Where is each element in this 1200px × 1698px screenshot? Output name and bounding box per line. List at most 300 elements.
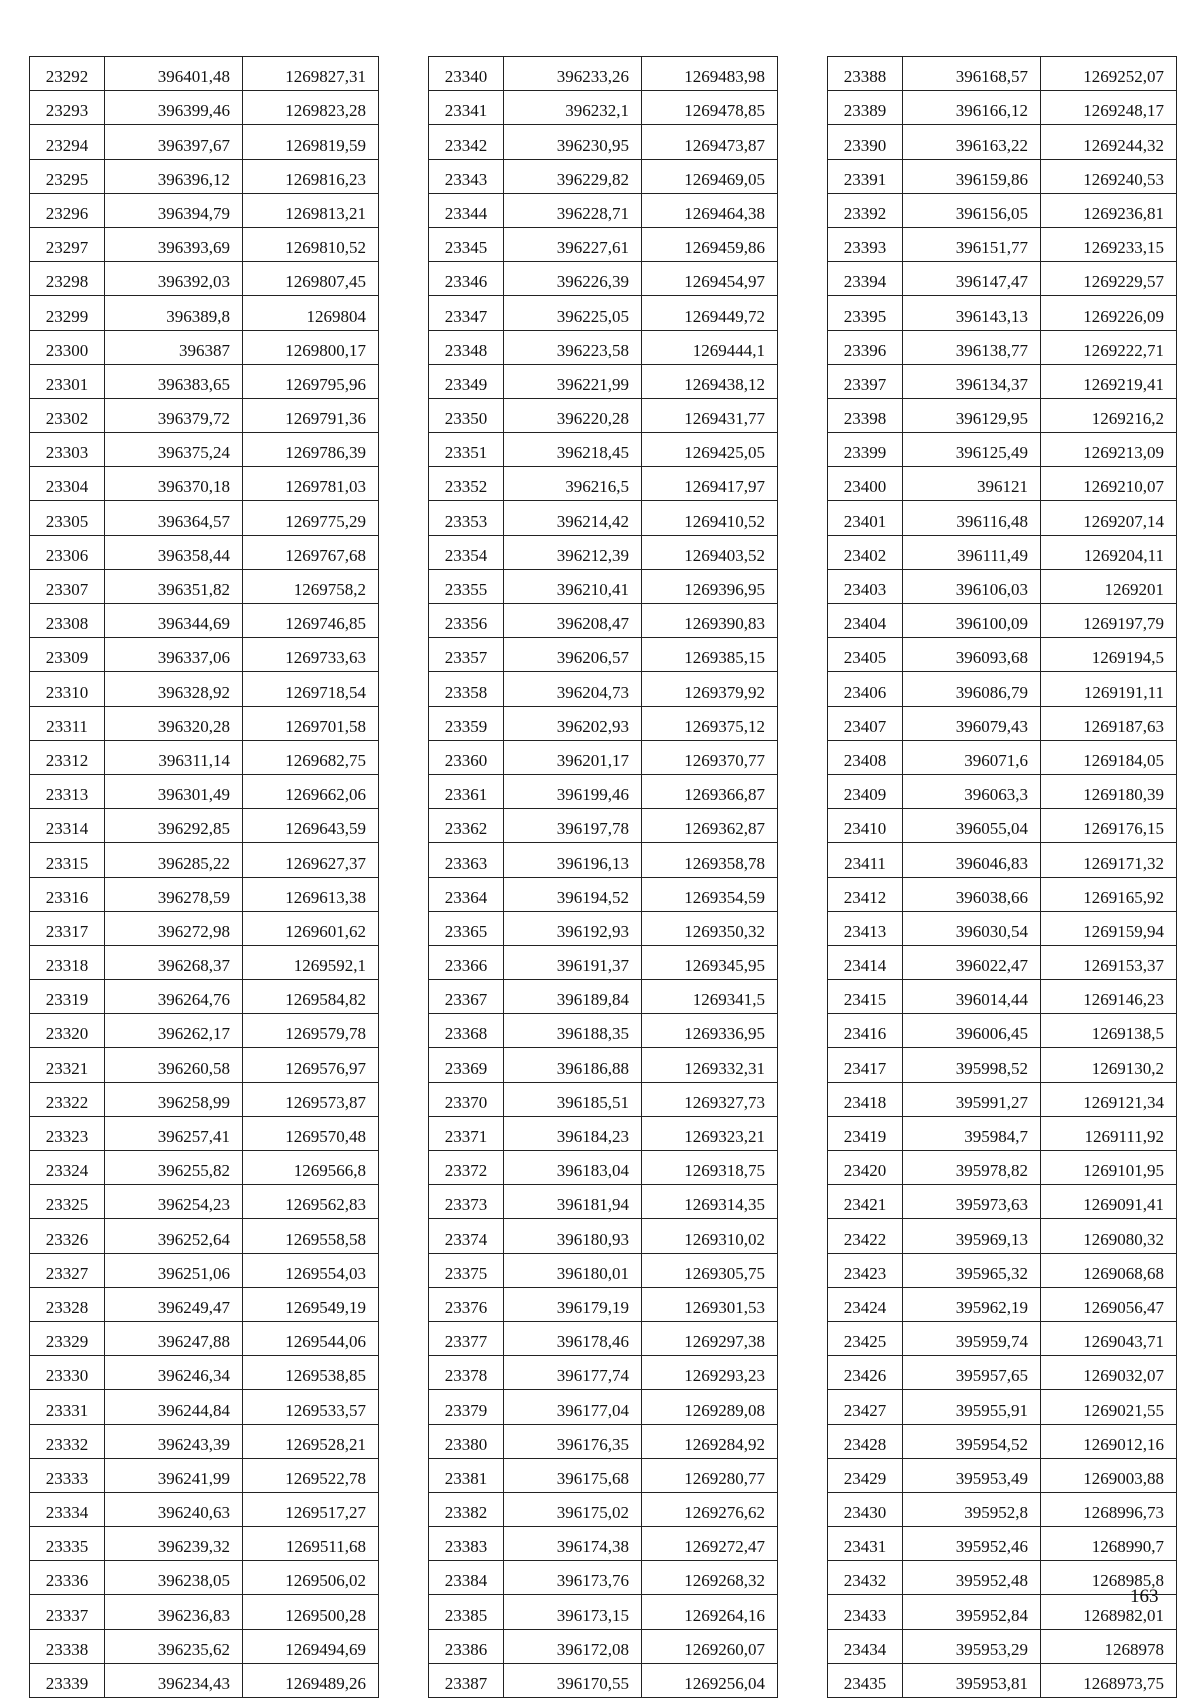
- x-coordinate-cell: 396285,22: [105, 843, 243, 877]
- y-coordinate-cell: 1269191,11: [1041, 672, 1177, 706]
- table-row: [828, 433, 1177, 467]
- point-id-cell: 23397: [828, 364, 903, 398]
- table-row: [30, 672, 379, 706]
- y-coordinate-cell: 1269718,54: [243, 672, 379, 706]
- point-id-cell: 23368: [429, 1014, 504, 1048]
- point-id-cell: 23346: [429, 262, 504, 296]
- point-id-cell: 23340: [429, 57, 504, 91]
- x-coordinate-cell: 396251,06: [105, 1253, 243, 1287]
- x-coordinate-cell: 395998,52: [903, 1048, 1041, 1082]
- y-coordinate-cell: 1269827,31: [243, 57, 379, 91]
- y-coordinate-cell: 1269544,06: [243, 1321, 379, 1355]
- point-id-cell: 23359: [429, 706, 504, 740]
- point-id-cell: 23431: [828, 1527, 903, 1561]
- y-coordinate-cell: 1269289,08: [642, 1390, 778, 1424]
- point-id-cell: 23386: [429, 1629, 504, 1663]
- x-coordinate-cell: 396188,35: [504, 1014, 642, 1048]
- x-coordinate-cell: 396328,92: [105, 672, 243, 706]
- point-id-cell: 23410: [828, 809, 903, 843]
- y-coordinate-cell: 1269813,21: [243, 193, 379, 227]
- x-coordinate-cell: 396185,51: [504, 1082, 642, 1116]
- table-row: [30, 1595, 379, 1629]
- point-id-cell: 23432: [828, 1561, 903, 1595]
- table-row: [30, 535, 379, 569]
- x-coordinate-cell: 395953,29: [903, 1629, 1041, 1663]
- y-coordinate-cell: 1269522,78: [243, 1458, 379, 1492]
- point-id-cell: 23327: [30, 1253, 105, 1287]
- x-coordinate-cell: 396260,58: [105, 1048, 243, 1082]
- table-row: [30, 330, 379, 364]
- point-id-cell: 23292: [30, 57, 105, 91]
- x-coordinate-cell: 396223,58: [504, 330, 642, 364]
- y-coordinate-cell: 1269390,83: [642, 604, 778, 638]
- y-coordinate-cell: 1269197,79: [1041, 604, 1177, 638]
- y-coordinate-cell: 1269229,57: [1041, 262, 1177, 296]
- table-row: [429, 1082, 778, 1116]
- table-row: [30, 57, 379, 91]
- y-coordinate-cell: 1269244,32: [1041, 125, 1177, 159]
- y-coordinate-cell: 1269538,85: [243, 1356, 379, 1390]
- table-row: [30, 262, 379, 296]
- table-row: [828, 296, 1177, 330]
- y-coordinate-cell: 1269327,73: [642, 1082, 778, 1116]
- x-coordinate-cell: 396389,8: [105, 296, 243, 330]
- y-coordinate-cell: 1269494,69: [243, 1629, 379, 1663]
- table-row: [30, 125, 379, 159]
- page-number: 163: [1130, 1586, 1159, 1607]
- x-coordinate-cell: 396228,71: [504, 193, 642, 227]
- x-coordinate-cell: 396249,47: [105, 1287, 243, 1321]
- point-id-cell: 23371: [429, 1116, 504, 1150]
- table-row: [429, 740, 778, 774]
- table-row: [429, 1663, 778, 1697]
- x-coordinate-cell: 396046,83: [903, 843, 1041, 877]
- x-coordinate-cell: 396063,3: [903, 774, 1041, 808]
- point-id-cell: 23415: [828, 980, 903, 1014]
- x-coordinate-cell: 396201,17: [504, 740, 642, 774]
- point-id-cell: 23354: [429, 535, 504, 569]
- y-coordinate-cell: 1269272,47: [642, 1527, 778, 1561]
- x-coordinate-cell: 396394,79: [105, 193, 243, 227]
- x-coordinate-cell: 396301,49: [105, 774, 243, 808]
- point-id-cell: 23356: [429, 604, 504, 638]
- table-row: [828, 1321, 1177, 1355]
- y-coordinate-cell: 1269056,47: [1041, 1287, 1177, 1321]
- table-row: [429, 1151, 778, 1185]
- y-coordinate-cell: 1269517,27: [243, 1492, 379, 1526]
- table-row: [429, 296, 778, 330]
- table-row: [828, 774, 1177, 808]
- table-row: [429, 1116, 778, 1150]
- table-row: [429, 57, 778, 91]
- x-coordinate-cell: 396383,65: [105, 364, 243, 398]
- table-row: [828, 91, 1177, 125]
- point-id-cell: 23428: [828, 1424, 903, 1458]
- table-row: [828, 1356, 1177, 1390]
- x-coordinate-cell: 396262,17: [105, 1014, 243, 1048]
- point-id-cell: 23407: [828, 706, 903, 740]
- y-coordinate-cell: 1269781,03: [243, 467, 379, 501]
- x-coordinate-cell: 396238,05: [105, 1561, 243, 1595]
- point-id-cell: 23423: [828, 1253, 903, 1287]
- table-row: [429, 1458, 778, 1492]
- y-coordinate-cell: 1269682,75: [243, 740, 379, 774]
- x-coordinate-cell: 396375,24: [105, 433, 243, 467]
- point-id-cell: 23296: [30, 193, 105, 227]
- point-id-cell: 23311: [30, 706, 105, 740]
- point-id-cell: 23435: [828, 1663, 903, 1697]
- y-coordinate-cell: 1269256,04: [642, 1663, 778, 1697]
- point-id-cell: 23304: [30, 467, 105, 501]
- y-coordinate-cell: 1269248,17: [1041, 91, 1177, 125]
- x-coordinate-cell: 396236,83: [105, 1595, 243, 1629]
- table-row: [429, 1253, 778, 1287]
- x-coordinate-cell: 396397,67: [105, 125, 243, 159]
- y-coordinate-cell: 1269111,92: [1041, 1116, 1177, 1150]
- table-row: [429, 330, 778, 364]
- point-id-cell: 23338: [30, 1629, 105, 1663]
- y-coordinate-cell: 1269276,62: [642, 1492, 778, 1526]
- x-coordinate-cell: 395952,46: [903, 1527, 1041, 1561]
- point-id-cell: 23360: [429, 740, 504, 774]
- table-row: [30, 193, 379, 227]
- x-coordinate-cell: 396392,03: [105, 262, 243, 296]
- table-row: [828, 1014, 1177, 1048]
- table-row: [828, 740, 1177, 774]
- y-coordinate-cell: 1269171,32: [1041, 843, 1177, 877]
- table-row: [429, 1356, 778, 1390]
- point-id-cell: 23408: [828, 740, 903, 774]
- x-coordinate-cell: 396229,82: [504, 159, 642, 193]
- x-coordinate-cell: 395984,7: [903, 1116, 1041, 1150]
- table-row: [828, 1629, 1177, 1663]
- x-coordinate-cell: 396268,37: [105, 945, 243, 979]
- y-coordinate-cell: 1269366,87: [642, 774, 778, 808]
- y-coordinate-cell: 1269478,85: [642, 91, 778, 125]
- x-coordinate-cell: 396278,59: [105, 877, 243, 911]
- y-coordinate-cell: 1269130,2: [1041, 1048, 1177, 1082]
- table-row: [429, 1287, 778, 1321]
- point-id-cell: 23366: [429, 945, 504, 979]
- table-row: [828, 1458, 1177, 1492]
- x-coordinate-cell: 396235,62: [105, 1629, 243, 1663]
- y-coordinate-cell: 1269323,21: [642, 1116, 778, 1150]
- y-coordinate-cell: 1269207,14: [1041, 501, 1177, 535]
- x-coordinate-cell: 396180,93: [504, 1219, 642, 1253]
- x-coordinate-cell: 396241,99: [105, 1458, 243, 1492]
- x-coordinate-cell: 396156,05: [903, 193, 1041, 227]
- y-coordinate-cell: 1269807,45: [243, 262, 379, 296]
- x-coordinate-cell: 396178,46: [504, 1321, 642, 1355]
- x-coordinate-cell: 396320,28: [105, 706, 243, 740]
- table-row: [429, 1048, 778, 1082]
- table-row: [828, 809, 1177, 843]
- table-row: [429, 501, 778, 535]
- y-coordinate-cell: 1269549,19: [243, 1287, 379, 1321]
- y-coordinate-cell: 1269425,05: [642, 433, 778, 467]
- point-id-cell: 23383: [429, 1527, 504, 1561]
- y-coordinate-cell: 1269592,1: [243, 945, 379, 979]
- point-id-cell: 23375: [429, 1253, 504, 1287]
- x-coordinate-cell: 396194,52: [504, 877, 642, 911]
- x-coordinate-cell: 396191,37: [504, 945, 642, 979]
- table-row: [30, 1492, 379, 1526]
- point-id-cell: 23389: [828, 91, 903, 125]
- table-row: [30, 1048, 379, 1082]
- table-row: [828, 945, 1177, 979]
- y-coordinate-cell: 1269284,92: [642, 1424, 778, 1458]
- table-row: [30, 638, 379, 672]
- point-id-cell: 23302: [30, 398, 105, 432]
- table-row: [828, 1424, 1177, 1458]
- point-id-cell: 23334: [30, 1492, 105, 1526]
- point-id-cell: 23365: [429, 911, 504, 945]
- table-row: [429, 774, 778, 808]
- point-id-cell: 23402: [828, 535, 903, 569]
- y-coordinate-cell: 1269469,05: [642, 159, 778, 193]
- x-coordinate-cell: 396255,82: [105, 1151, 243, 1185]
- table-row: [828, 980, 1177, 1014]
- y-coordinate-cell: 1269068,68: [1041, 1253, 1177, 1287]
- table-row: [429, 1492, 778, 1526]
- x-coordinate-cell: 396358,44: [105, 535, 243, 569]
- point-id-cell: 23312: [30, 740, 105, 774]
- y-coordinate-cell: 1269222,71: [1041, 330, 1177, 364]
- y-coordinate-cell: 1269570,48: [243, 1116, 379, 1150]
- x-coordinate-cell: 396173,76: [504, 1561, 642, 1595]
- y-coordinate-cell: 1269350,32: [642, 911, 778, 945]
- point-id-cell: 23406: [828, 672, 903, 706]
- point-id-cell: 23370: [429, 1082, 504, 1116]
- point-id-cell: 23384: [429, 1561, 504, 1595]
- y-coordinate-cell: 1269533,57: [243, 1390, 379, 1424]
- table-row: [429, 227, 778, 261]
- x-coordinate-cell: 396129,95: [903, 398, 1041, 432]
- table-row: [828, 1527, 1177, 1561]
- point-id-cell: 23313: [30, 774, 105, 808]
- point-id-cell: 23376: [429, 1287, 504, 1321]
- table-row: [30, 1287, 379, 1321]
- point-id-cell: 23355: [429, 569, 504, 603]
- table-row: [828, 467, 1177, 501]
- x-coordinate-cell: 396022,47: [903, 945, 1041, 979]
- point-id-cell: 23345: [429, 227, 504, 261]
- point-id-cell: 23404: [828, 604, 903, 638]
- y-coordinate-cell: 1269358,78: [642, 843, 778, 877]
- x-coordinate-cell: 396272,98: [105, 911, 243, 945]
- table-row: [30, 569, 379, 603]
- x-coordinate-cell: 396257,41: [105, 1116, 243, 1150]
- y-coordinate-cell: 1269643,59: [243, 809, 379, 843]
- x-coordinate-cell: 396234,43: [105, 1663, 243, 1697]
- x-coordinate-cell: 396196,13: [504, 843, 642, 877]
- table-row: [828, 638, 1177, 672]
- y-coordinate-cell: 1269187,63: [1041, 706, 1177, 740]
- table-row: [30, 1151, 379, 1185]
- x-coordinate-cell: 396351,82: [105, 569, 243, 603]
- point-id-cell: 23347: [429, 296, 504, 330]
- x-coordinate-cell: 396204,73: [504, 672, 642, 706]
- table-row: [30, 296, 379, 330]
- point-id-cell: 23430: [828, 1492, 903, 1526]
- point-id-cell: 23325: [30, 1185, 105, 1219]
- x-coordinate-cell: 396143,13: [903, 296, 1041, 330]
- table-row: [30, 843, 379, 877]
- table-row: [30, 1321, 379, 1355]
- x-coordinate-cell: 396181,94: [504, 1185, 642, 1219]
- table-row: [30, 1527, 379, 1561]
- y-coordinate-cell: 1269746,85: [243, 604, 379, 638]
- y-coordinate-cell: 1269332,31: [642, 1048, 778, 1082]
- x-coordinate-cell: 396071,6: [903, 740, 1041, 774]
- point-id-cell: 23414: [828, 945, 903, 979]
- table-row: [429, 1185, 778, 1219]
- table-row: [429, 809, 778, 843]
- y-coordinate-cell: 1268990,7: [1041, 1527, 1177, 1561]
- point-id-cell: 23294: [30, 125, 105, 159]
- y-coordinate-cell: 1269662,06: [243, 774, 379, 808]
- point-id-cell: 23379: [429, 1390, 504, 1424]
- point-id-cell: 23319: [30, 980, 105, 1014]
- y-coordinate-cell: 1269305,75: [642, 1253, 778, 1287]
- y-coordinate-cell: 1269180,39: [1041, 774, 1177, 808]
- y-coordinate-cell: 1269385,15: [642, 638, 778, 672]
- table-row: [828, 1287, 1177, 1321]
- x-coordinate-cell: 396175,02: [504, 1492, 642, 1526]
- x-coordinate-cell: 396230,95: [504, 125, 642, 159]
- y-coordinate-cell: 1269579,78: [243, 1014, 379, 1048]
- point-id-cell: 23342: [429, 125, 504, 159]
- x-coordinate-cell: 396399,46: [105, 91, 243, 125]
- y-coordinate-cell: 1269454,97: [642, 262, 778, 296]
- table-row: [429, 945, 778, 979]
- y-coordinate-cell: 1269121,34: [1041, 1082, 1177, 1116]
- y-coordinate-cell: 1269293,23: [642, 1356, 778, 1390]
- x-coordinate-cell: 396163,22: [903, 125, 1041, 159]
- point-id-cell: 23344: [429, 193, 504, 227]
- x-coordinate-cell: 396252,64: [105, 1219, 243, 1253]
- table-row: [828, 364, 1177, 398]
- x-coordinate-cell: 396364,57: [105, 501, 243, 535]
- table-row: [429, 1014, 778, 1048]
- x-coordinate-cell: 396206,57: [504, 638, 642, 672]
- x-coordinate-cell: 396177,04: [504, 1390, 642, 1424]
- point-id-cell: 23387: [429, 1663, 504, 1697]
- x-coordinate-cell: 396387: [105, 330, 243, 364]
- y-coordinate-cell: 1269506,02: [243, 1561, 379, 1595]
- point-id-cell: 23369: [429, 1048, 504, 1082]
- coordinates-table-3: [827, 56, 1177, 1698]
- x-coordinate-cell: 395953,49: [903, 1458, 1041, 1492]
- table-row: [429, 159, 778, 193]
- table-row: [828, 159, 1177, 193]
- table-row: [30, 1185, 379, 1219]
- y-coordinate-cell: 1269786,39: [243, 433, 379, 467]
- point-id-cell: 23351: [429, 433, 504, 467]
- y-coordinate-cell: 1269576,97: [243, 1048, 379, 1082]
- x-coordinate-cell: 395952,8: [903, 1492, 1041, 1526]
- point-id-cell: 23310: [30, 672, 105, 706]
- table-row: [429, 1321, 778, 1355]
- table-row: [429, 1219, 778, 1253]
- point-id-cell: 23293: [30, 91, 105, 125]
- point-id-cell: 23401: [828, 501, 903, 535]
- point-id-cell: 23381: [429, 1458, 504, 1492]
- point-id-cell: 23343: [429, 159, 504, 193]
- point-id-cell: 23350: [429, 398, 504, 432]
- x-coordinate-cell: 395991,27: [903, 1082, 1041, 1116]
- point-id-cell: 23295: [30, 159, 105, 193]
- table-row: [828, 193, 1177, 227]
- y-coordinate-cell: 1269301,53: [642, 1287, 778, 1321]
- x-coordinate-cell: 396232,1: [504, 91, 642, 125]
- x-coordinate-cell: 396258,99: [105, 1082, 243, 1116]
- y-coordinate-cell: 1269362,87: [642, 809, 778, 843]
- y-coordinate-cell: 1269345,95: [642, 945, 778, 979]
- y-coordinate-cell: 1269379,92: [642, 672, 778, 706]
- y-coordinate-cell: 1269268,32: [642, 1561, 778, 1595]
- y-coordinate-cell: 1269444,1: [642, 330, 778, 364]
- point-id-cell: 23309: [30, 638, 105, 672]
- y-coordinate-cell: 1269396,95: [642, 569, 778, 603]
- table-row: [429, 1595, 778, 1629]
- x-coordinate-cell: 396239,32: [105, 1527, 243, 1561]
- x-coordinate-cell: 396116,48: [903, 501, 1041, 535]
- x-coordinate-cell: 396244,84: [105, 1390, 243, 1424]
- point-id-cell: 23330: [30, 1356, 105, 1390]
- point-id-cell: 23429: [828, 1458, 903, 1492]
- x-coordinate-cell: 396227,61: [504, 227, 642, 261]
- table-row: [30, 433, 379, 467]
- y-coordinate-cell: 1269101,95: [1041, 1151, 1177, 1185]
- y-coordinate-cell: 1269473,87: [642, 125, 778, 159]
- table-row: [828, 330, 1177, 364]
- table-row: [828, 569, 1177, 603]
- x-coordinate-cell: 396014,44: [903, 980, 1041, 1014]
- x-coordinate-cell: 395973,63: [903, 1185, 1041, 1219]
- point-id-cell: 23324: [30, 1151, 105, 1185]
- y-coordinate-cell: 1269153,37: [1041, 945, 1177, 979]
- table-row: [30, 1356, 379, 1390]
- table-row: [429, 433, 778, 467]
- x-coordinate-cell: 396208,47: [504, 604, 642, 638]
- table-row: [30, 740, 379, 774]
- x-coordinate-cell: 396292,85: [105, 809, 243, 843]
- y-coordinate-cell: 1269791,36: [243, 398, 379, 432]
- x-coordinate-cell: 396177,74: [504, 1356, 642, 1390]
- table-row: [30, 1219, 379, 1253]
- table-row: [429, 1561, 778, 1595]
- table-row: [828, 535, 1177, 569]
- point-id-cell: 23363: [429, 843, 504, 877]
- point-id-cell: 23403: [828, 569, 903, 603]
- point-id-cell: 23377: [429, 1321, 504, 1355]
- point-id-cell: 23336: [30, 1561, 105, 1595]
- point-id-cell: 23367: [429, 980, 504, 1014]
- y-coordinate-cell: 1269080,32: [1041, 1219, 1177, 1253]
- table-row: [429, 706, 778, 740]
- point-id-cell: 23420: [828, 1151, 903, 1185]
- table-row: [828, 877, 1177, 911]
- table-row: [828, 57, 1177, 91]
- point-id-cell: 23382: [429, 1492, 504, 1526]
- table-row: [30, 467, 379, 501]
- table-row: [429, 638, 778, 672]
- y-coordinate-cell: 1269240,53: [1041, 159, 1177, 193]
- table-row: [429, 1390, 778, 1424]
- point-id-cell: 23396: [828, 330, 903, 364]
- point-id-cell: 23358: [429, 672, 504, 706]
